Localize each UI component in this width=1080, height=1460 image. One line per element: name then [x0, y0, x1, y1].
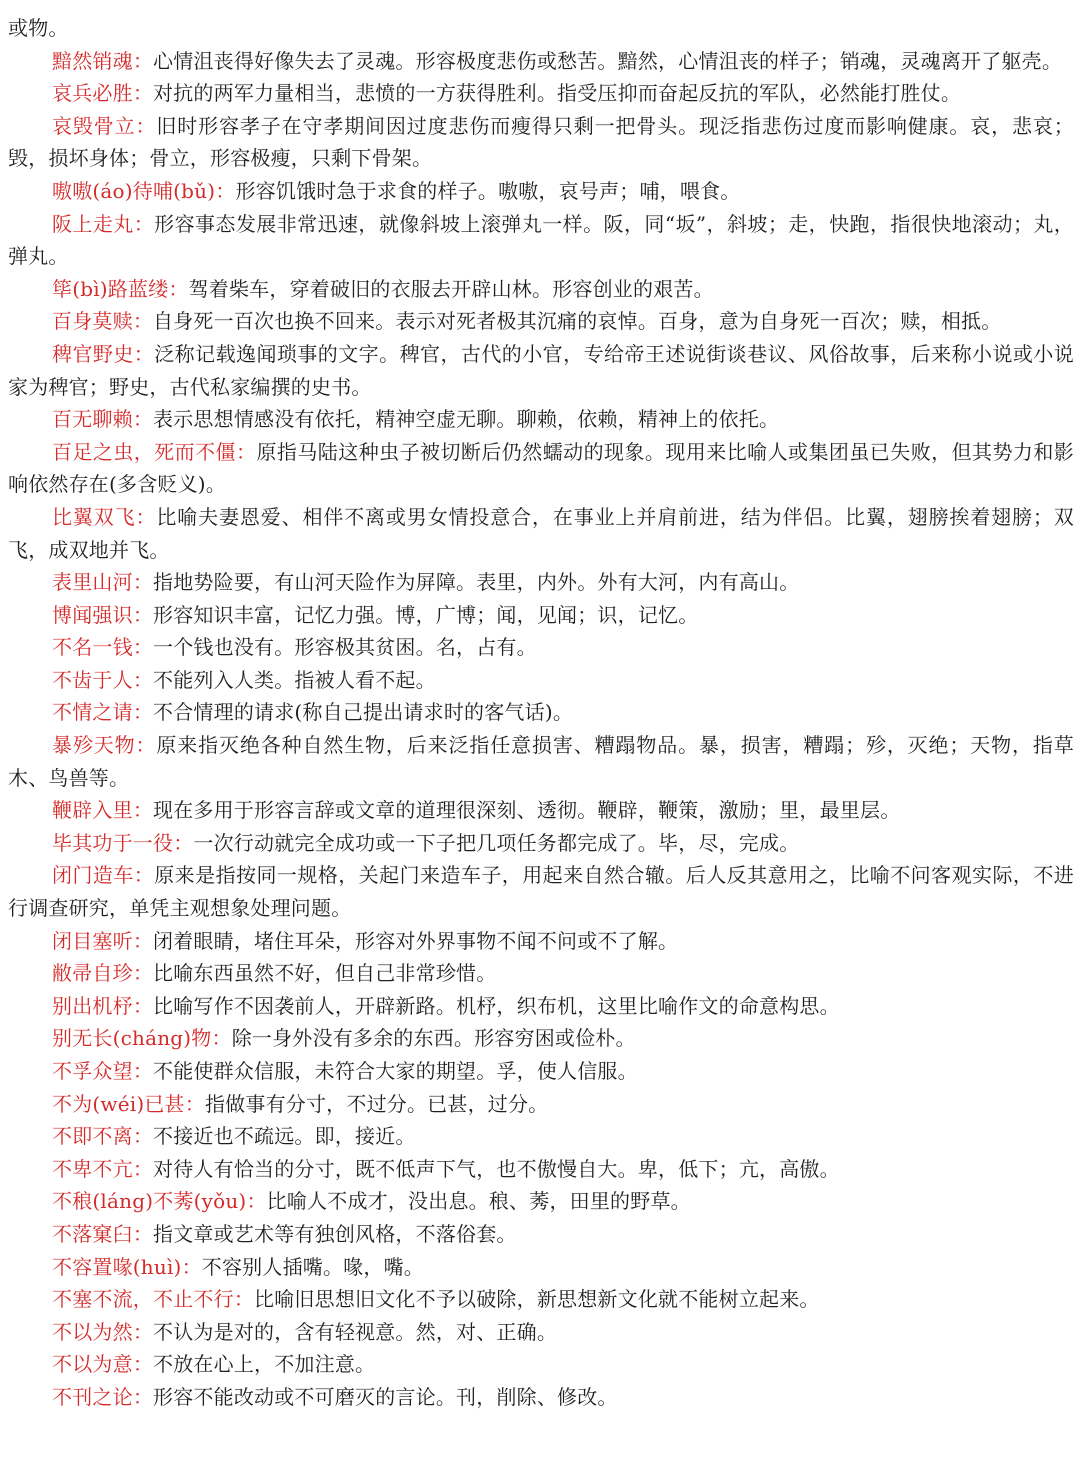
- idiom-entry: [8, 1316, 1074, 1349]
- idiom-term: 闭目塞听: [52, 928, 133, 953]
- term-colon: ：: [132, 1352, 154, 1377]
- idiom-entry: [8, 1153, 1074, 1186]
- idiom-definition: 一个钱也没有。形容极其贫困。名，占有。: [153, 635, 537, 660]
- idiom-entry: [8, 599, 1074, 632]
- idiom-definition: 原来指灭绝各种自然生物，后来泛指任意损害、糟蹋物品。暴，损害，糟蹋；殄，灭绝；天物，指草木、鸟兽等。: [8, 733, 1074, 790]
- idiom-term: 博闻强识: [52, 602, 133, 627]
- idiom-entry: [8, 1381, 1074, 1414]
- term-colon: ：: [132, 993, 154, 1018]
- idiom-term: 不以为然: [52, 1319, 133, 1344]
- idiom-entry: [8, 273, 1074, 306]
- idiom-entry: [8, 925, 1074, 958]
- idiom-definition: 现在多用于形容言辞或文章的道理很深刻、透彻。鞭辟，鞭策，激励；里，最里层。: [153, 798, 901, 823]
- idiom-term: 稗官野史: [52, 341, 134, 366]
- term-colon: ：: [181, 1254, 202, 1279]
- idiom-definition: 不放在心上，不加注意。: [153, 1352, 376, 1377]
- idiom-entry: [8, 305, 1074, 338]
- idiom-glossary-page: [8, 12, 1074, 1414]
- term-colon: ：: [132, 81, 154, 106]
- idiom-term: 不为(wéi)已甚: [52, 1091, 185, 1116]
- idiom-definition: 一次行动就完全成功或一下子把几项任务都完成了。毕，尽，完成。: [193, 830, 800, 855]
- idiom-definition: 形容知识丰富，记忆力强。博，广博；闻，见闻；识，记忆。: [153, 602, 699, 627]
- term-colon: ：: [133, 341, 155, 366]
- idiom-entry: [8, 110, 1074, 175]
- idiom-definition: 比喻旧思想旧文化不予以破除，新思想新文化就不能树立起来。: [254, 1287, 820, 1312]
- term-colon: ：: [132, 798, 154, 823]
- idiom-term: 百足之虫，死而不僵: [52, 439, 237, 464]
- idiom-entry: [8, 436, 1074, 501]
- idiom-term: 不名一钱: [52, 635, 133, 660]
- idiom-term: 表里山河: [52, 570, 133, 595]
- idiom-definition: 驾着柴车，穿着破旧的衣服去开辟山林。形容创业的艰苦。: [188, 276, 714, 301]
- idiom-definition: 泛称记载逸闻琐事的文字。稗官，古代的小官，专给帝王述说街谈巷议、风俗故事，后来称小说或小说家为稗官；野史，古代私家编撰的史书。: [8, 341, 1074, 399]
- idiom-term: 别出机杼: [52, 993, 133, 1018]
- idiom-definition: 比喻夫妻恩爱、相伴不离或男女情投意合，在事业上并肩前进，结为伴侣。比翼，翅膀挨着翅膀；双飞，成双地并飞。: [8, 504, 1074, 562]
- idiom-entry: [8, 1185, 1074, 1218]
- idiom-definition: 除一身外没有多余的东西。形容穷困或俭朴。: [231, 1026, 636, 1051]
- term-colon: ：: [233, 1287, 255, 1312]
- idiom-entry: [8, 566, 1074, 599]
- idiom-term: 不情之请: [52, 700, 133, 725]
- idiom-definition: 指做事有分寸，不过分。已甚，过分。: [204, 1091, 549, 1116]
- term-colon: ：: [132, 1319, 154, 1344]
- idiom-definition: 闭着眼睛，堵住耳朵，形容对外界事物不闻不问或不了解。: [153, 928, 679, 953]
- idiom-term: 不刊之论: [52, 1384, 133, 1409]
- idiom-term: 别无长(cháng)物: [52, 1026, 212, 1051]
- idiom-term: 阪上走丸: [52, 211, 134, 236]
- idiom-definition: 比喻人不成才，没出息。稂、莠，田里的野草。: [266, 1189, 691, 1214]
- idiom-entry: [8, 403, 1074, 436]
- idiom-term: 百无聊赖: [52, 407, 133, 432]
- term-colon: ：: [132, 309, 154, 334]
- term-colon: ：: [132, 961, 154, 986]
- idiom-entry: [8, 696, 1074, 729]
- idiom-definition: 指文章或艺术等有独创风格，不落俗套。: [153, 1221, 517, 1246]
- idiom-definition: 不接近也不疏远。即，接近。: [153, 1124, 416, 1149]
- idiom-term: 不稂(láng)不莠(yǒu): [52, 1189, 247, 1214]
- idiom-entry: [8, 1348, 1074, 1381]
- idiom-term: 哀兵必胜: [52, 81, 133, 106]
- idiom-entry: [8, 794, 1074, 827]
- idiom-entry: [8, 175, 1074, 208]
- idiom-term: 闭门造车: [52, 863, 134, 888]
- term-colon: ：: [132, 1384, 154, 1409]
- term-colon: ：: [132, 570, 154, 595]
- term-colon: ：: [132, 700, 154, 725]
- term-colon: ：: [132, 667, 154, 692]
- idiom-definition: 对待人有恰当的分寸，既不低声下气，也不傲慢自大。卑，低下；亢，高傲。: [153, 1156, 840, 1181]
- idiom-entry: [8, 990, 1074, 1023]
- idiom-definition: 原来是指按同一规格，关起门来造车子，用起来自然合辙。后人反其意用之，比喻不问客观实际，不进行调查研究，单凭主观想象处理问题。: [8, 863, 1074, 921]
- idiom-definition: 不能使群众信服，未符合大家的期望。孚，使人信服。: [153, 1059, 638, 1083]
- idiom-definition: 对抗的两军力量相当，悲愤的一方获得胜利。指受压抑而奋起反抗的军队，必然能打胜仗。: [153, 81, 962, 106]
- idiom-entry: [8, 1055, 1074, 1088]
- term-colon: ：: [135, 733, 157, 758]
- idiom-entry: [8, 664, 1074, 697]
- term-colon: ：: [236, 439, 257, 464]
- term-colon: ：: [132, 1124, 154, 1149]
- idiom-definition: 指地势险要，有山河天险作为屏障。表里，内外。外有大河，内有高山。: [153, 570, 800, 595]
- idiom-term: 不齿于人: [52, 667, 133, 692]
- idiom-term: 哀毁骨立: [52, 113, 136, 138]
- term-colon: ：: [132, 1059, 154, 1083]
- idiom-definition: 不认为是对的，含有轻视意。然，对、正确。: [153, 1319, 558, 1344]
- idiom-definition: 自身死一百次也换不回来。表示对死者极其沉痛的哀悼。百身，意为自身死一百次；赎，相抵。: [153, 309, 1002, 334]
- idiom-definition: 心情沮丧得好像失去了灵魂。形容极度悲伤或愁苦。黯然，心情沮丧的样子；销魂，灵魂离开了躯壳。: [153, 48, 1063, 73]
- idiom-term: 黯然销魂: [52, 48, 133, 73]
- idiom-definition: 形容饥饿时急于求食的样子。嗷嗷，哀号声；哺，喂食。: [235, 178, 741, 203]
- idiom-entry: [8, 729, 1074, 794]
- idiom-entry: [8, 338, 1074, 403]
- term-colon: ：: [184, 1091, 205, 1116]
- idiom-term: 百身莫赎: [52, 309, 133, 334]
- idiom-term: 不容置喙(huì): [52, 1254, 182, 1279]
- term-colon: ：: [132, 602, 154, 627]
- idiom-entry: [8, 631, 1074, 664]
- term-colon: ：: [132, 1156, 154, 1181]
- idiom-definition: 原指马陆这种虫子被切断后仍然蠕动的现象。现用来比喻人或集团虽已失败，但其势力和影响依然存在(多含贬义)。: [8, 439, 1075, 497]
- idiom-definition: 不合情理的请求(称自己提出请求时的客气话)。: [153, 700, 574, 725]
- idiom-term: 毕其功于一役: [52, 830, 174, 855]
- term-colon: ：: [168, 276, 189, 301]
- idiom-term: 不即不离: [52, 1124, 133, 1149]
- idiom-entry: [8, 77, 1074, 110]
- idiom-entry-list: [8, 45, 1074, 1414]
- term-colon: ：: [133, 863, 155, 888]
- term-colon: ：: [246, 1189, 267, 1214]
- idiom-entry: [8, 1022, 1074, 1055]
- idiom-entry: [8, 1218, 1074, 1251]
- term-colon: ：: [132, 407, 154, 432]
- idiom-entry: [8, 1120, 1074, 1153]
- idiom-term: 暴殄天物: [52, 733, 136, 758]
- idiom-entry: [8, 1283, 1074, 1316]
- term-colon: ：: [135, 504, 157, 529]
- idiom-definition: 不能列入人类。指被人看不起。: [153, 667, 436, 692]
- idiom-entry: [8, 827, 1074, 860]
- idiom-definition: 旧时形容孝子在守孝期间因过度悲伤而瘦得只剩一把骨头。现泛指悲伤过度而影响健康。哀，悲哀；毁，损坏身体；骨立，形容极瘦，只剩下骨架。: [8, 113, 1074, 171]
- idiom-term: 筚(bì)路蓝缕: [52, 276, 169, 301]
- term-colon: ：: [132, 1221, 154, 1246]
- idiom-entry: [8, 208, 1074, 273]
- idiom-term: 不卑不亢: [52, 1156, 133, 1181]
- term-colon: ：: [215, 178, 236, 203]
- idiom-term: 不以为意: [52, 1352, 133, 1377]
- term-colon: ：: [133, 211, 155, 236]
- term-colon: ：: [132, 928, 154, 953]
- term-colon: ：: [132, 48, 154, 73]
- term-colon: ：: [211, 1026, 232, 1051]
- idiom-entry: [8, 501, 1074, 566]
- idiom-definition: 形容事态发展非常迅速，就像斜坡上滚弹丸一样。阪，同“坂”，斜坡；走，快跑，指很快地滚动；丸，弹丸。: [8, 211, 1074, 269]
- idiom-entry: [8, 1251, 1074, 1284]
- idiom-entry: [8, 859, 1074, 924]
- continued-text: 或物。: [8, 16, 69, 40]
- idiom-entry: [8, 957, 1074, 990]
- term-colon: ：: [173, 830, 194, 855]
- idiom-term: 敝帚自珍: [52, 961, 133, 986]
- idiom-definition: 形容不能改动或不可磨灭的言论。刊，削除、修改。: [153, 1384, 618, 1409]
- idiom-term: 嗷嗷(áo)待哺(bǔ): [52, 178, 216, 203]
- idiom-definition: 表示思想情感没有依托，精神空虚无聊。聊赖，依赖，精神上的依托。: [153, 407, 780, 432]
- idiom-entry: [8, 1088, 1074, 1121]
- term-colon: ：: [132, 635, 154, 660]
- idiom-term: 不孚众望: [52, 1059, 133, 1083]
- idiom-term: 不落窠臼: [52, 1221, 133, 1246]
- idiom-term: 不塞不流，不止不行: [52, 1287, 234, 1312]
- idiom-term: 鞭辟入里: [52, 798, 133, 823]
- idiom-entry: [8, 45, 1074, 78]
- idiom-definition: 不容别人插嘴。喙，嘴。: [201, 1254, 424, 1279]
- idiom-term: 比翼双飞: [52, 504, 136, 529]
- idiom-definition: 比喻东西虽然不好，但自己非常珍惜。: [153, 961, 497, 986]
- term-colon: ：: [135, 113, 157, 138]
- idiom-definition: 比喻写作不因袭前人，开辟新路。机杼，织布机，这里比喻作文的命意构思。: [153, 993, 840, 1018]
